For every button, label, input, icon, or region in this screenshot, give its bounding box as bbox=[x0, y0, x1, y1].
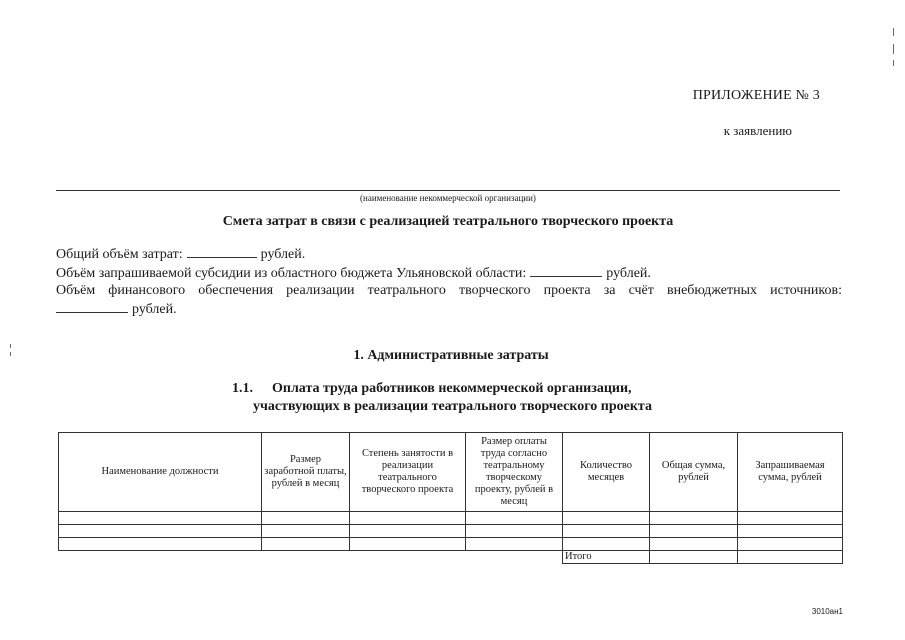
subsidy-label: Объём запрашиваемой субсидии из областного бюджета Ульяновской области: bbox=[56, 266, 527, 281]
total-cost-blank bbox=[187, 245, 257, 258]
header-months: Количество месяцев bbox=[563, 433, 650, 512]
table-cell[interactable] bbox=[738, 512, 843, 525]
section-title: 1. Административные затраты bbox=[353, 348, 549, 363]
scan-mark bbox=[893, 44, 894, 54]
table-cell[interactable] bbox=[262, 538, 350, 551]
subsection-title-line1: Оплата труда работников некоммерческой организации, bbox=[272, 381, 632, 396]
table-cell[interactable] bbox=[738, 538, 843, 551]
total-label: Итого bbox=[563, 551, 650, 564]
subsection-title-line2: участвующих в реализации театрального творческого проекта bbox=[253, 399, 652, 414]
empty-cell bbox=[59, 551, 262, 564]
table-cell[interactable] bbox=[650, 512, 738, 525]
empty-cell bbox=[350, 551, 466, 564]
salary-cost-table bbox=[58, 432, 843, 564]
scan-mark bbox=[893, 28, 894, 36]
organization-name-line bbox=[56, 190, 840, 191]
total-cost-line bbox=[56, 245, 842, 264]
table-cell[interactable] bbox=[262, 512, 350, 525]
extrabudget-unit: рублей. bbox=[132, 302, 177, 317]
table-cell[interactable] bbox=[350, 525, 466, 538]
organization-caption: (наименование некоммерческой организации) bbox=[360, 193, 536, 203]
table-cell[interactable] bbox=[563, 525, 650, 538]
scan-mark bbox=[10, 352, 11, 356]
table-cell[interactable] bbox=[350, 512, 466, 525]
extrabudget-blank bbox=[56, 300, 128, 313]
header-requested-sum: Запрашиваемая сумма, рублей bbox=[738, 433, 843, 512]
table-cell[interactable] bbox=[563, 538, 650, 551]
total-sum-cell[interactable] bbox=[650, 551, 738, 564]
table-cell[interactable] bbox=[59, 525, 262, 538]
table-cell[interactable] bbox=[59, 512, 262, 525]
table-cell[interactable] bbox=[350, 538, 466, 551]
subsidy-blank bbox=[530, 264, 602, 277]
header-project-pay: Размер оплаты труда согласно театральному творческому проекту, рублей в месяц bbox=[466, 433, 563, 512]
extrabudget-amount-line bbox=[56, 300, 842, 319]
subsidy-unit: рублей. bbox=[606, 266, 651, 281]
table-cell[interactable] bbox=[466, 525, 563, 538]
scan-mark bbox=[10, 344, 11, 348]
empty-cell bbox=[262, 551, 350, 564]
header-total-sum: Общая сумма, рублей bbox=[650, 433, 738, 512]
subsection-number: 1.1. bbox=[232, 381, 253, 396]
table-cell[interactable] bbox=[650, 538, 738, 551]
table-header-row bbox=[59, 433, 843, 512]
appendix-title: ПРИЛОЖЕНИЕ № 3 bbox=[692, 88, 820, 103]
header-salary: Размер заработной платы, рублей в месяц bbox=[262, 433, 350, 512]
table-cell[interactable] bbox=[563, 512, 650, 525]
table-cell[interactable] bbox=[466, 538, 563, 551]
header-position: Наименование должности bbox=[59, 433, 262, 512]
document-title: Смета затрат в связи с реализацией театрального творческого проекта bbox=[222, 214, 674, 229]
extrabudget-label: Объём финансового обеспечения реализации театрального творческого проекта за счёт внебюджетных источников: bbox=[56, 283, 842, 298]
table-cell[interactable] bbox=[650, 525, 738, 538]
total-requested-cell[interactable] bbox=[738, 551, 843, 564]
header-employment-degree: Степень занятости в реализации театрального творческого проекта bbox=[350, 433, 466, 512]
table-row bbox=[59, 538, 843, 551]
scan-mark bbox=[893, 60, 894, 66]
table-row bbox=[59, 512, 843, 525]
appendix-subtitle: к заявлению bbox=[723, 123, 792, 138]
extrabudget-line bbox=[56, 282, 842, 300]
table-cell[interactable] bbox=[738, 525, 843, 538]
table-cell[interactable] bbox=[262, 525, 350, 538]
subsidy-line bbox=[56, 264, 842, 283]
table-row bbox=[59, 525, 843, 538]
total-cost-label: Общий объём затрат: bbox=[56, 247, 183, 262]
total-row bbox=[59, 551, 843, 564]
table-cell[interactable] bbox=[466, 512, 563, 525]
total-cost-unit: рублей. bbox=[260, 247, 306, 262]
table-cell[interactable] bbox=[59, 538, 262, 551]
document-code: 3010ан1 bbox=[811, 607, 843, 616]
empty-cell bbox=[466, 551, 563, 564]
